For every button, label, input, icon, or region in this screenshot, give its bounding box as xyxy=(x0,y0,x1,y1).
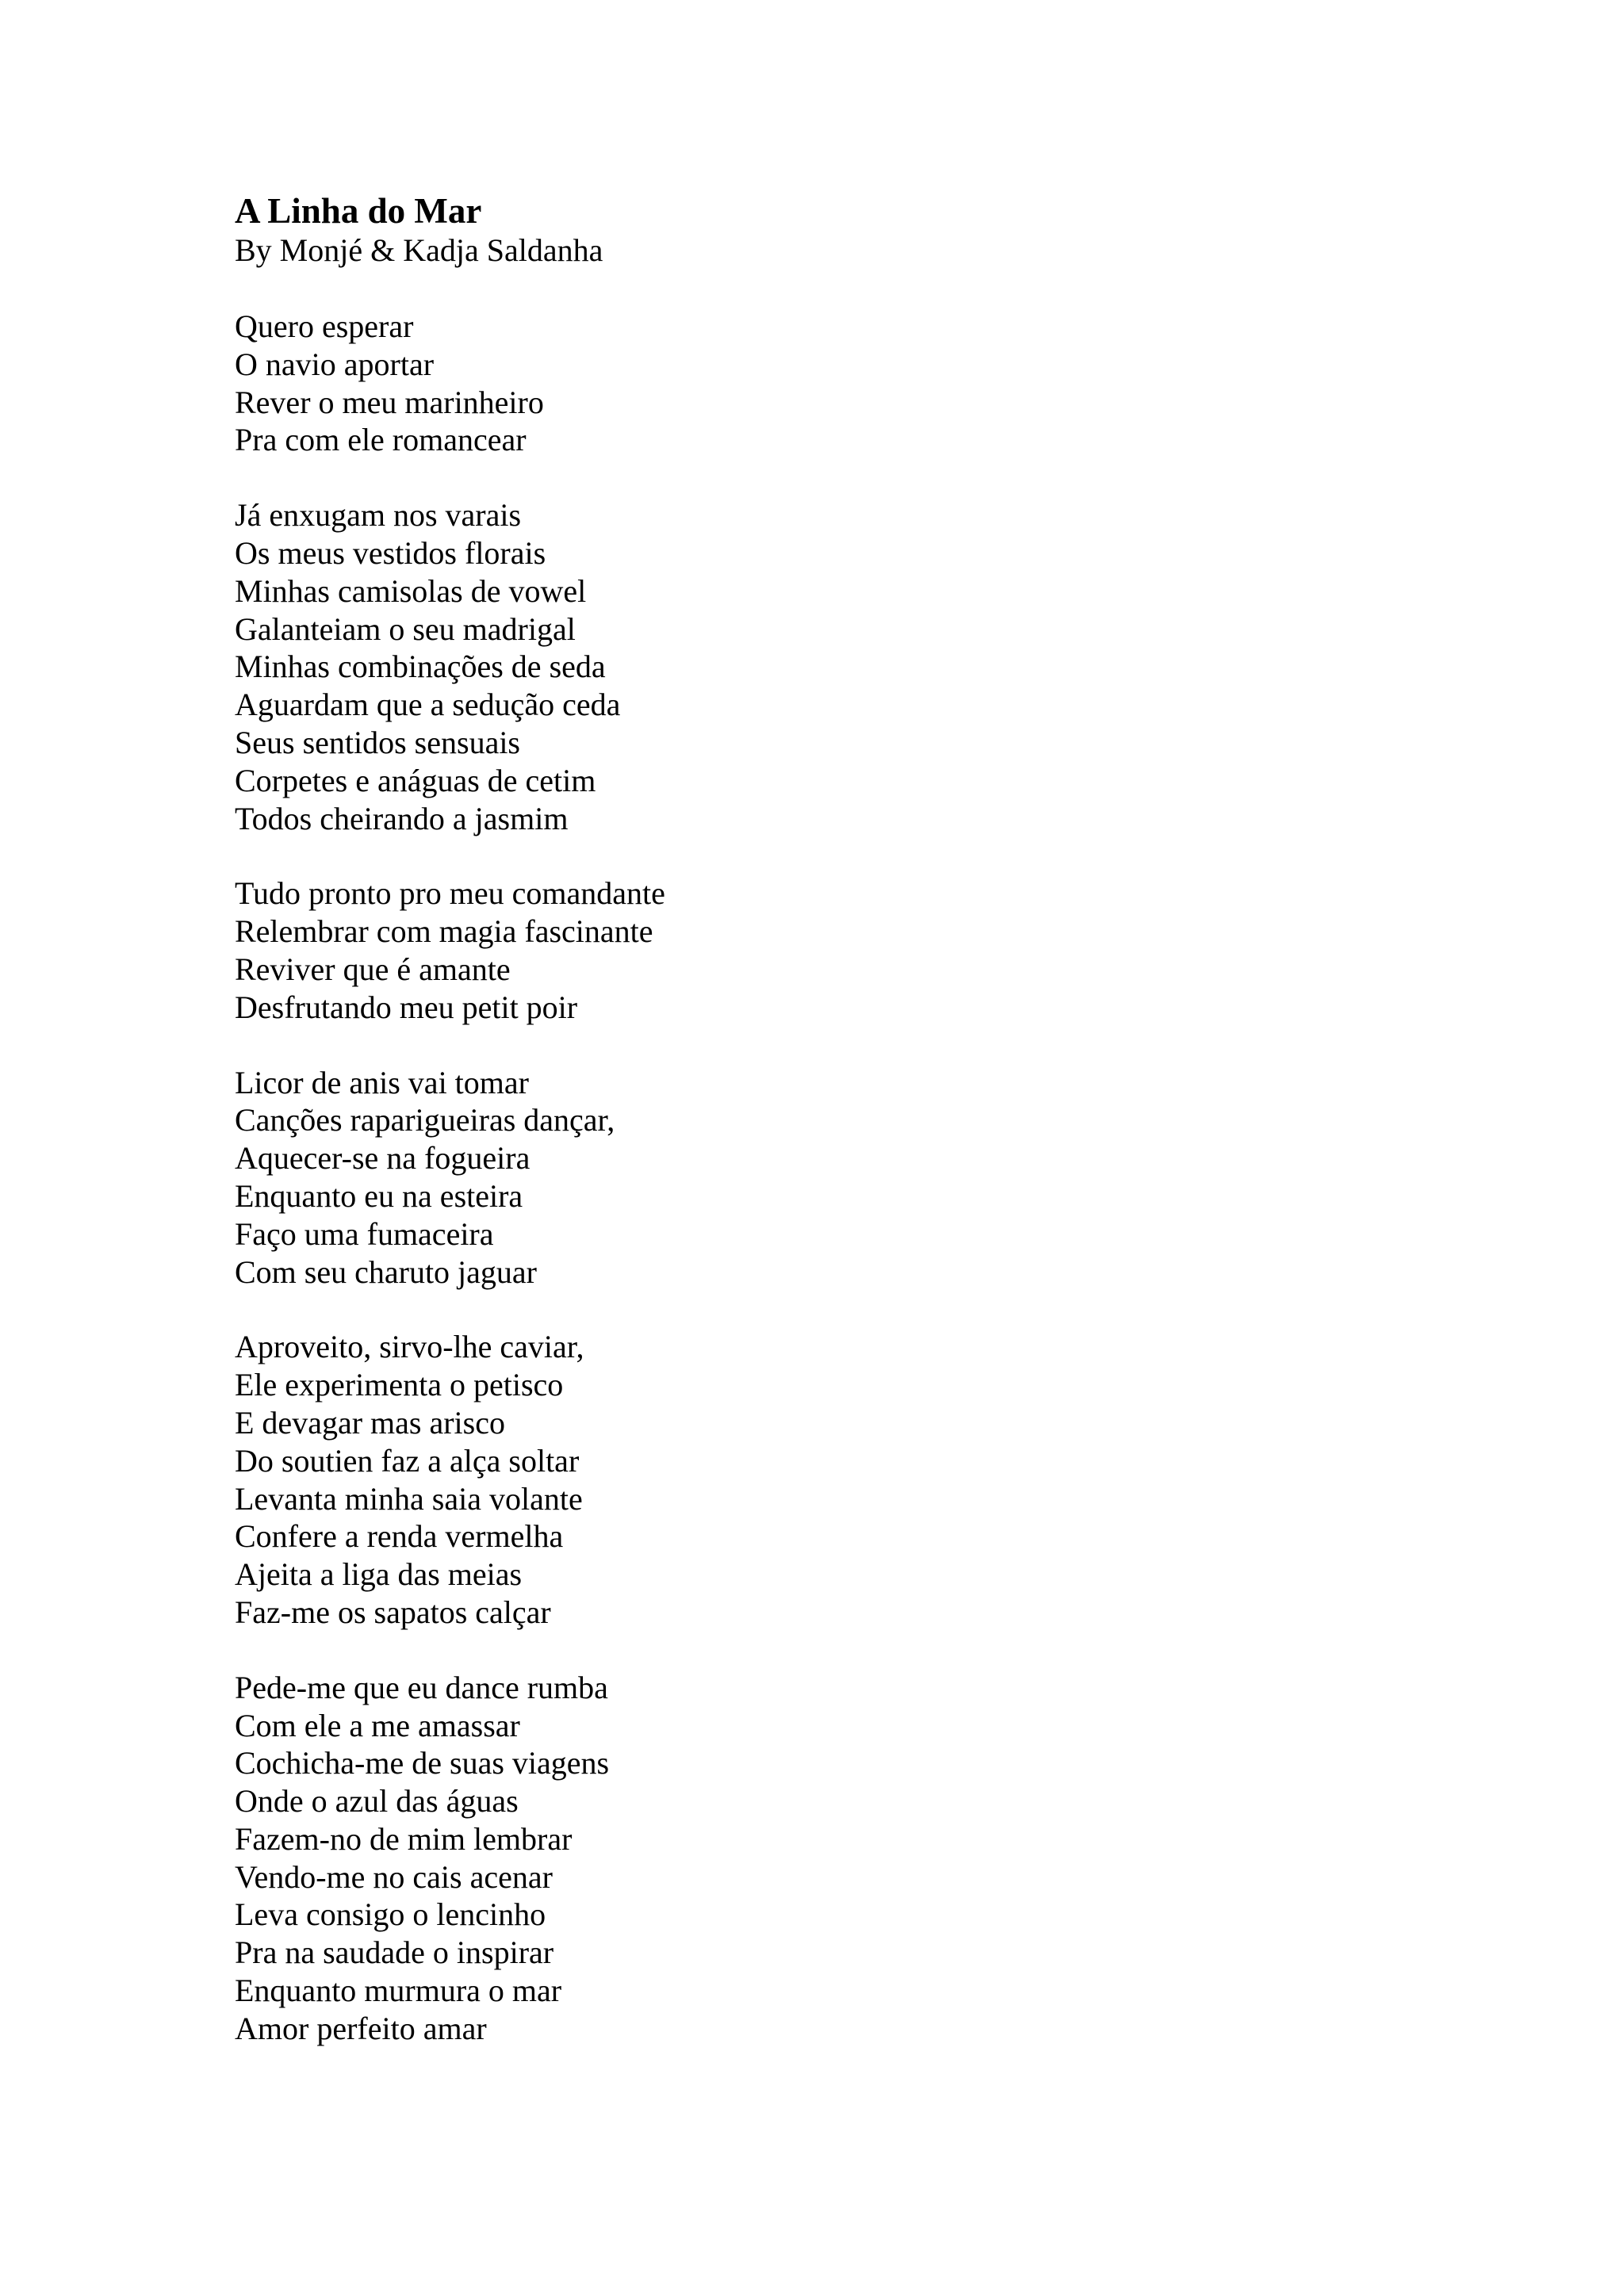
verse-line: Já enxugam nos varais xyxy=(235,497,522,534)
verse-line: Canções raparigueiras dançar, xyxy=(235,1102,615,1138)
verse-line: Fazem-no de mim lembrar xyxy=(235,1820,573,1857)
verse-line: Relembrar com magia fascinante xyxy=(235,913,653,950)
verse-line: Os meus vestidos florais xyxy=(235,534,546,571)
verse-line: Galanteiam o seu madrigal xyxy=(235,610,576,647)
verse-line: Desfrutando meu petit poir xyxy=(235,989,578,1025)
verse-line: Do soutien faz a alça soltar xyxy=(235,1442,580,1479)
verse-line: Com seu charuto jaguar xyxy=(235,1253,537,1290)
verse-line: Aquecer-se na fogueira xyxy=(235,1140,530,1177)
verse-line: Pra com ele romancear xyxy=(235,422,527,458)
verse-line: Ele experimenta o petisco xyxy=(235,1367,564,1403)
verse-line: Rever o meu marinheiro xyxy=(235,384,544,420)
verse-line: Confere a renda vermelha xyxy=(235,1518,564,1555)
verse-line: Quero esperar xyxy=(235,308,414,344)
verse-line: Amor perfeito amar xyxy=(235,2010,487,2046)
stanza-5 xyxy=(235,1328,1424,1631)
verse-line: Faz-me os sapatos calçar xyxy=(235,1594,551,1630)
verse-line: E devagar mas arisco xyxy=(235,1404,505,1441)
verse-line: Enquanto murmura o mar xyxy=(235,1973,562,2009)
verse-line: Aguardam que a sedução ceda xyxy=(235,687,621,723)
verse-line: Pra na saudade o inspirar xyxy=(235,1934,554,1971)
verse-line: Cochicha-me de suas viagens xyxy=(235,1745,610,1781)
verse-line: Onde o azul das águas xyxy=(235,1783,519,1820)
verse-line: Vendo-me no cais acenar xyxy=(235,1858,553,1895)
stanza-2 xyxy=(235,496,1424,837)
verse-line: Seus sentidos sensuais xyxy=(235,724,520,760)
verse-line: Aproveito, sirvo-lhe caviar, xyxy=(235,1329,584,1365)
verse-line: Corpetes e anáguas de cetim xyxy=(235,762,596,798)
stanza-1 xyxy=(235,308,1424,459)
poem-title: A Linha do Mar xyxy=(235,191,482,231)
poem-content xyxy=(235,190,1424,2048)
verse-line: Faço uma fumaceira xyxy=(235,1215,494,1252)
verse-line: O navio aportar xyxy=(235,346,435,382)
verse-line: Minhas camisolas de vowel xyxy=(235,572,587,609)
verse-line: Enquanto eu na esteira xyxy=(235,1177,523,1214)
stanza-4 xyxy=(235,1064,1424,1292)
verse-line: Tudo pronto pro meu comandante xyxy=(235,875,665,912)
verse-line: Levanta minha saia volante xyxy=(235,1480,583,1517)
stanza-6 xyxy=(235,1669,1424,2048)
verse-line: Reviver que é amante xyxy=(235,951,511,987)
verse-line: Minhas combinações de seda xyxy=(235,649,606,685)
stanza-3 xyxy=(235,874,1424,1026)
verse-line: Com ele a me amassar xyxy=(235,1707,520,1743)
verse-line: Leva consigo o lencinho xyxy=(235,1896,546,1933)
verse-line: Pede-me que eu dance rumba xyxy=(235,1669,608,1705)
verse-line: Todos cheirando a jasmim xyxy=(235,800,569,836)
verse-line: Ajeita a liga das meias xyxy=(235,1556,523,1593)
poem-byline: By Monjé & Kadja Saldanha xyxy=(235,232,603,268)
verse-line: Licor de anis vai tomar xyxy=(235,1064,529,1100)
